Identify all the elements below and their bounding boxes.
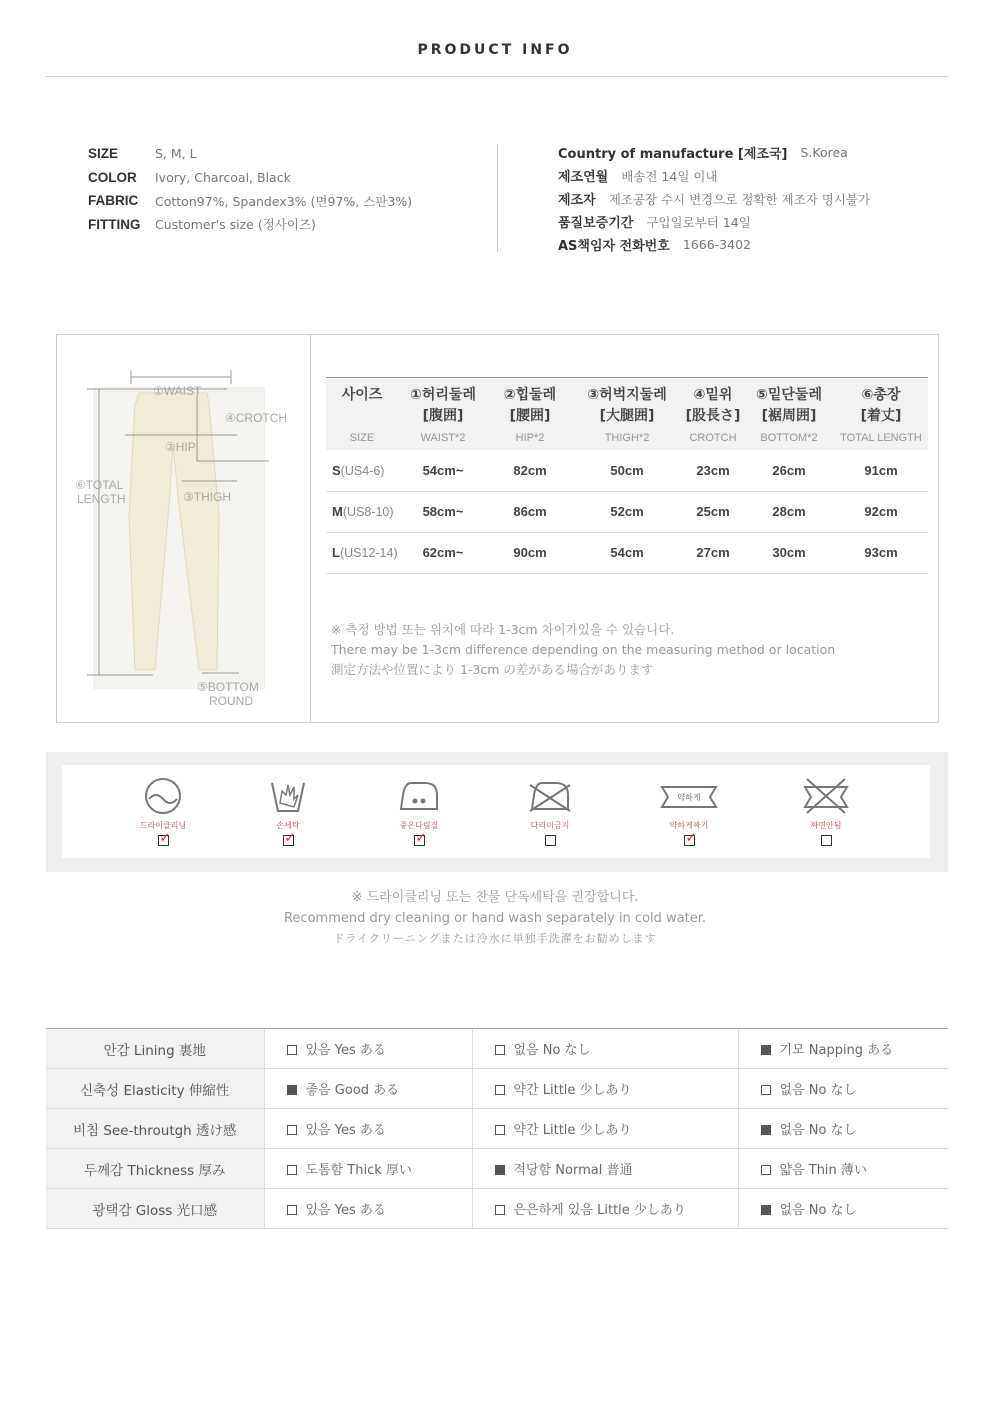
- wring-text: 약하게: [677, 793, 701, 802]
- size-letter: M: [332, 504, 343, 519]
- size-cell: [326, 491, 398, 532]
- option-label: 없음 No なし: [779, 1123, 857, 1138]
- size-table-header-jp: [326, 404, 928, 426]
- note-jp: 測定方法や位置により 1-3cm の差がある場合があります: [331, 662, 654, 677]
- table-cell: 93cm: [834, 532, 928, 573]
- column-header: [腰囲]: [488, 404, 572, 426]
- info-value: Ivory, Charcoal, Black: [155, 169, 291, 185]
- column-header: BOTTOM*2: [744, 426, 834, 450]
- info-key: FITTING: [88, 216, 141, 232]
- info-value: 제조공장 수시 변경으로 정확한 제조자 명시불가: [608, 191, 871, 207]
- care-checkbox: [545, 835, 556, 846]
- info-value: 배송전 14일 이내: [621, 168, 718, 184]
- care-item-gentle-wring: [654, 777, 724, 846]
- option-cell: [264, 1149, 472, 1189]
- column-header: WAIST*2: [398, 426, 488, 450]
- attribute-label: 안감 Lining 裏地: [46, 1029, 264, 1069]
- hand-wash-icon: [268, 777, 308, 815]
- table-cell: 82cm: [488, 450, 572, 491]
- size-us: (US4-6): [340, 463, 385, 478]
- option-label: 약간 Little 少しあり: [513, 1123, 632, 1138]
- info-value: 구입일로부터 14일: [646, 214, 751, 230]
- info-key: COLOR: [88, 169, 137, 185]
- care-checkbox: [158, 835, 169, 846]
- bottom-round-label-1: ⑤BOTTOM: [197, 680, 259, 694]
- measurement-notes: [331, 620, 835, 680]
- checkbox-checked: [761, 1045, 771, 1055]
- size-us: (US12-14): [339, 546, 398, 560]
- info-row-manufacturer: [558, 187, 958, 210]
- info-row-manufacture-date: [558, 164, 958, 187]
- checkbox: [761, 1085, 771, 1095]
- care-checkbox: [821, 835, 832, 846]
- fabric-properties-table: [46, 1028, 948, 1229]
- info-divider: [497, 144, 498, 252]
- checkbox: [495, 1205, 505, 1215]
- table-cell: 27cm: [682, 532, 744, 573]
- checkbox-checked: [761, 1125, 771, 1135]
- table-row: [46, 1109, 948, 1149]
- thigh-label: ③THIGH: [183, 490, 232, 504]
- table-row: [46, 1149, 948, 1189]
- info-row-country: [558, 141, 958, 164]
- iron-icon: [397, 777, 441, 815]
- size-letter: S: [332, 462, 341, 478]
- column-header: [着丈]: [834, 404, 928, 426]
- table-cell: 62cm~: [398, 532, 488, 573]
- info-row-fabric: [88, 189, 468, 213]
- option-label: 도톰함 Thick 厚い: [305, 1163, 412, 1178]
- column-header: THIGH*2: [572, 426, 682, 450]
- care-checkbox: [414, 835, 425, 846]
- info-row-warranty: [558, 210, 958, 233]
- column-header: SIZE: [326, 426, 398, 450]
- no-iron-icon: [528, 777, 572, 815]
- size-letter: L: [332, 545, 340, 560]
- table-cell: 25cm: [682, 491, 744, 532]
- option-cell: [472, 1149, 738, 1189]
- size-table: [326, 377, 928, 574]
- option-cell: [738, 1109, 948, 1149]
- note-ko: ※ 측정 방법 또는 위치에 따라 1-3cm 차이가있을 수 있습니다.: [331, 622, 675, 637]
- product-info-right: [558, 141, 958, 256]
- option-label: 얇음 Thin 薄い: [779, 1163, 867, 1178]
- size-chart-box: [56, 334, 939, 723]
- page-title: PRODUCT INFO: [417, 42, 573, 58]
- table-row: [46, 1029, 948, 1069]
- table-cell: 58cm~: [398, 491, 488, 532]
- option-cell: [738, 1149, 948, 1189]
- checkbox-checked: [287, 1085, 297, 1095]
- option-cell: [472, 1069, 738, 1109]
- info-key: Country of manufacture [제조국]: [558, 147, 788, 162]
- option-label: 기모 Napping ある: [779, 1043, 894, 1058]
- option-label: 없음 No なし: [779, 1203, 857, 1218]
- option-cell: [738, 1189, 948, 1229]
- info-key: AS책임자 전화번호: [558, 239, 670, 254]
- dry-clean-icon: [143, 777, 183, 815]
- checkbox: [495, 1045, 505, 1055]
- size-cell: [326, 450, 398, 491]
- info-row-fitting: [88, 213, 468, 237]
- column-header: ③허벅지둘레: [572, 378, 682, 405]
- table-cell: 54cm: [572, 532, 682, 573]
- care-checkbox: [283, 835, 294, 846]
- note-en: There may be 1-3cm difference depending on the measuring method or location: [331, 642, 836, 657]
- size-table-header-en: [326, 426, 928, 450]
- care-item-no-iron: [515, 777, 585, 846]
- table-cell: 23cm: [682, 450, 744, 491]
- info-key: 제조연월: [558, 170, 609, 185]
- table-row: [46, 1069, 948, 1109]
- column-header: ①허리둘레: [398, 378, 488, 405]
- column-header: ②힙둘레: [488, 378, 572, 405]
- attribute-label: 두께감 Thickness 厚み: [46, 1149, 264, 1189]
- option-label: 적당함 Normal 普通: [513, 1163, 633, 1178]
- gentle-wring-icon: [660, 777, 718, 815]
- attribute-label: 광택감 Gloss 光口感: [46, 1189, 264, 1229]
- column-header: HIP*2: [488, 426, 572, 450]
- care-note-jp: ドライクリーニングまたは冷水に単独手洗濯をお勧めします: [333, 932, 657, 945]
- total-length-label-1: ⑥TOTAL: [75, 478, 124, 492]
- column-header: 사이즈: [326, 378, 398, 405]
- waist-label: ①WAIST: [153, 384, 202, 398]
- attribute-label: 신축성 Elasticity 伸縮性: [46, 1069, 264, 1109]
- checkbox: [495, 1085, 505, 1095]
- checkbox: [761, 1165, 771, 1175]
- care-instructions: [46, 752, 948, 872]
- pants-diagram: [57, 335, 310, 722]
- info-key: 제조자: [558, 193, 596, 208]
- no-wring-icon: [803, 777, 849, 815]
- table-cell: 90cm: [488, 532, 572, 573]
- table-row: [326, 491, 928, 532]
- table-cell: 86cm: [488, 491, 572, 532]
- checkbox-checked: [495, 1165, 505, 1175]
- size-box-divider: [310, 335, 311, 722]
- option-label: 약간 Little 少しあり: [513, 1083, 632, 1098]
- size-us: (US8-10): [342, 505, 394, 519]
- checkbox: [287, 1125, 297, 1135]
- table-cell: 54cm~: [398, 450, 488, 491]
- care-item-iron: [384, 777, 454, 846]
- option-cell: [264, 1029, 472, 1069]
- column-header: [大腿囲]: [572, 404, 682, 426]
- size-cell: [326, 532, 398, 573]
- option-cell: [738, 1029, 948, 1069]
- column-header: ④밑위: [682, 378, 744, 405]
- table-cell: 26cm: [744, 450, 834, 491]
- hip-label: ②HIP: [165, 440, 196, 454]
- info-row-color: [88, 166, 468, 190]
- title-divider: [46, 76, 948, 77]
- care-item-no-wring: [791, 777, 861, 846]
- crotch-label: ④CROTCH: [225, 411, 288, 425]
- info-key: SIZE: [88, 146, 119, 162]
- option-cell: [472, 1189, 738, 1229]
- table-cell: 50cm: [572, 450, 682, 491]
- info-value: Cotton97%, Spandex3% (면97%, 스판3%): [155, 193, 413, 209]
- option-label: 있음 Yes ある: [305, 1123, 386, 1138]
- care-item-hand-wash: [253, 777, 323, 846]
- checkbox: [495, 1125, 505, 1135]
- option-cell: [472, 1109, 738, 1149]
- column-header: ⑤밑단둘레: [744, 378, 834, 405]
- product-info-left: [88, 142, 468, 236]
- option-label: 좋음 Good ある: [305, 1083, 400, 1098]
- care-note-en: Recommend dry cleaning or hand wash separately in cold water.: [283, 910, 706, 926]
- care-item-dry-clean: [128, 777, 198, 846]
- option-label: 없음 No なし: [779, 1083, 857, 1098]
- info-row-size: [88, 142, 468, 166]
- care-label: 손세탁: [276, 821, 300, 830]
- checkbox: [287, 1165, 297, 1175]
- option-label: 있음 Yes ある: [305, 1043, 386, 1058]
- table-cell: 52cm: [572, 491, 682, 532]
- checkbox: [287, 1205, 297, 1215]
- care-label: 약하게짜기: [669, 821, 709, 830]
- column-header: [裾周囲]: [744, 404, 834, 426]
- option-cell: [738, 1069, 948, 1109]
- option-cell: [264, 1189, 472, 1229]
- info-value: S, M, L: [155, 146, 197, 162]
- option-cell: [264, 1069, 472, 1109]
- checkbox-checked: [761, 1205, 771, 1215]
- table-row: [326, 450, 928, 491]
- column-header: CROTCH: [682, 426, 744, 450]
- table-row: [326, 532, 928, 573]
- care-label: 다리미금지: [530, 821, 570, 830]
- care-notes: [0, 888, 990, 950]
- table-cell: 91cm: [834, 450, 928, 491]
- total-length-label-2: LENGTH: [77, 492, 126, 506]
- column-header: [股長さ]: [682, 404, 744, 426]
- care-label: 드라이클리닝: [139, 821, 187, 830]
- bottom-round-label-2: ROUND: [209, 694, 253, 708]
- option-label: 있음 Yes ある: [305, 1203, 386, 1218]
- care-label: 중온다림질: [399, 821, 439, 830]
- option-label: 없음 No なし: [513, 1043, 591, 1058]
- care-panel: [62, 765, 930, 858]
- column-header: [腹囲]: [398, 404, 488, 426]
- table-cell: 92cm: [834, 491, 928, 532]
- column-header: ⑥총장: [834, 378, 928, 405]
- table-row: [46, 1189, 948, 1229]
- info-key: FABRIC: [88, 193, 139, 209]
- column-header: TOTAL LENGTH: [834, 426, 928, 450]
- care-note-ko: ※ 드라이클리닝 또는 찬물 단독세탁을 권장합니다.: [351, 890, 639, 905]
- care-label: 짜면안됨: [810, 821, 842, 830]
- info-row-as-phone: [558, 233, 958, 256]
- table-cell: 30cm: [744, 532, 834, 573]
- info-key: 품질보증기간: [558, 216, 634, 231]
- info-value: S.Korea: [800, 145, 848, 160]
- option-label: 은은하게 있음 Little 少しあり: [513, 1203, 686, 1218]
- column-header: [326, 404, 398, 426]
- attribute-label: 비침 See-throutgh 透け感: [46, 1109, 264, 1149]
- info-value: 1666-3402: [682, 237, 751, 252]
- option-cell: [264, 1109, 472, 1149]
- info-value: Customer's size (정사이즈): [155, 217, 316, 233]
- checkbox: [287, 1045, 297, 1055]
- option-cell: [472, 1029, 738, 1069]
- size-table-header-ko: [326, 378, 928, 405]
- table-cell: 28cm: [744, 491, 834, 532]
- care-checkbox: [684, 835, 695, 846]
